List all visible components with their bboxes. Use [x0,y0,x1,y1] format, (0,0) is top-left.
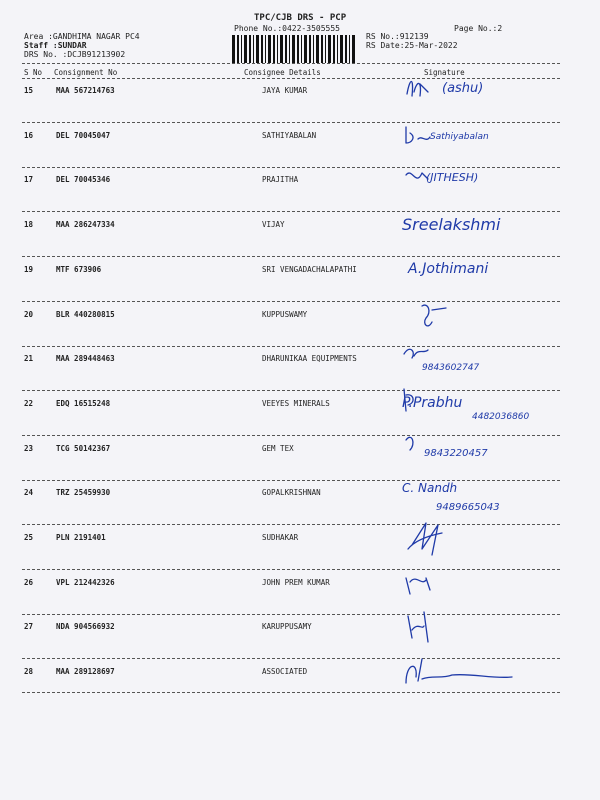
row-consignee: VIJAY [262,220,285,229]
rs-number: RS No.:912139 [366,32,429,41]
signature-17 [402,161,562,205]
row-consignment: MAA 567214763 [56,86,115,95]
row-consignment: NDA 904566932 [56,622,115,631]
signature-text: (ashu) [442,81,484,96]
row-consignment: DEL 70045346 [56,175,111,184]
signature-25 [402,519,562,563]
col-signature: Signature [424,68,465,77]
signature-26 [402,564,562,608]
signature-28 [402,653,562,697]
signature-27 [402,608,562,652]
row-sno: 25 [24,533,34,542]
row-consignment: TCG 50142367 [56,444,111,453]
row-sno: 23 [24,444,34,453]
signature-text: 9843220457 [424,448,488,459]
col-consignee: Consignee Details [244,68,321,77]
row-sno: 26 [24,578,34,587]
signature-text: (JITHESH) [426,171,479,184]
phone-number: Phone No.:0422-3505555 [234,24,340,33]
sheet-title: TPC/CJB DRS - PCP [254,13,347,23]
row-consignment: MAA 289128697 [56,667,115,676]
row-consignment: PLN 2191401 [56,533,106,542]
signature-text: Sathiyabalan [430,132,489,142]
row-consignment: MTF 673906 [56,265,102,274]
area-label: Area :GANDHIMA NAGAR PC4 [24,32,140,41]
signature-15 [402,72,562,116]
row-sno: 21 [24,354,34,363]
row-consignee: SATHIYABALAN [262,131,317,140]
signature-19 [402,251,562,295]
page-number: Page No.:2 [454,24,503,33]
col-sno: S No [24,68,43,77]
barcode-icon [232,35,356,63]
row-consignee: ASSOCIATED [262,667,308,676]
row-consignee: JAYA KUMAR [262,86,308,95]
signature-23 [402,430,562,474]
row-consignment: MAA 286247334 [56,220,115,229]
signature-text: C. Nandh [402,481,458,495]
row-consignee: GOPALKRISHNAN [262,488,321,497]
header-rule-top [22,63,560,64]
row-sno: 27 [24,622,34,631]
row-consignment: EDQ 16515248 [56,399,111,408]
signature-16 [402,117,562,161]
row-consignee: SUDHAKAR [262,533,299,542]
footer-rule [22,692,560,693]
signature-22 [402,385,562,429]
row-sno: 20 [24,310,34,319]
row-consignment: DEL 70045047 [56,131,111,140]
row-sno: 15 [24,86,34,95]
signature-18 [402,206,562,250]
row-sno: 28 [24,667,34,676]
row-consignee: SRI VENGADACHALAPATHI [262,265,357,274]
row-consignee: KUPPUSWAMY [262,310,308,319]
row-consignee: DHARUNIKAA EQUIPMENTS [262,354,357,363]
signature-21 [402,340,562,384]
row-sno: 24 [24,488,34,497]
row-sno: 17 [24,175,34,184]
signature-phone: 4482036860 [472,412,530,422]
row-consignee: KARUPPUSAMY [262,622,312,631]
signature-text: P.Prabhu [402,395,463,411]
row-sno: 18 [24,220,34,229]
signature-phone: 9489665043 [436,502,500,513]
row-consignment: VPL 212442326 [56,578,115,587]
row-consignee: JOHN PREM KUMAR [262,578,330,587]
signature-text: A.Jothimani [408,261,489,277]
signature-20 [402,296,562,340]
signature-24 [402,474,562,518]
row-consignee: PRAJITHA [262,175,299,184]
row-sno: 22 [24,399,34,408]
drs-number: DRS No. :DCJB91213902 [24,50,126,59]
rs-date: RS Date:25-Mar-2022 [366,41,458,50]
signature-text: 9843602747 [422,363,480,373]
row-consignment: TRZ 25459930 [56,488,111,497]
staff-label: Staff :SUNDAR [24,41,87,50]
row-consignee: VEEYES MINERALS [262,399,330,408]
row-consignment: MAA 289448463 [56,354,115,363]
row-consignee: GEM TEX [262,444,294,453]
col-consignment: Consignment No [54,68,118,77]
signature-text: Sreelakshmi [402,215,501,234]
row-sno: 19 [24,265,34,274]
row-sno: 16 [24,131,34,140]
row-consignment: BLR 440280815 [56,310,115,319]
